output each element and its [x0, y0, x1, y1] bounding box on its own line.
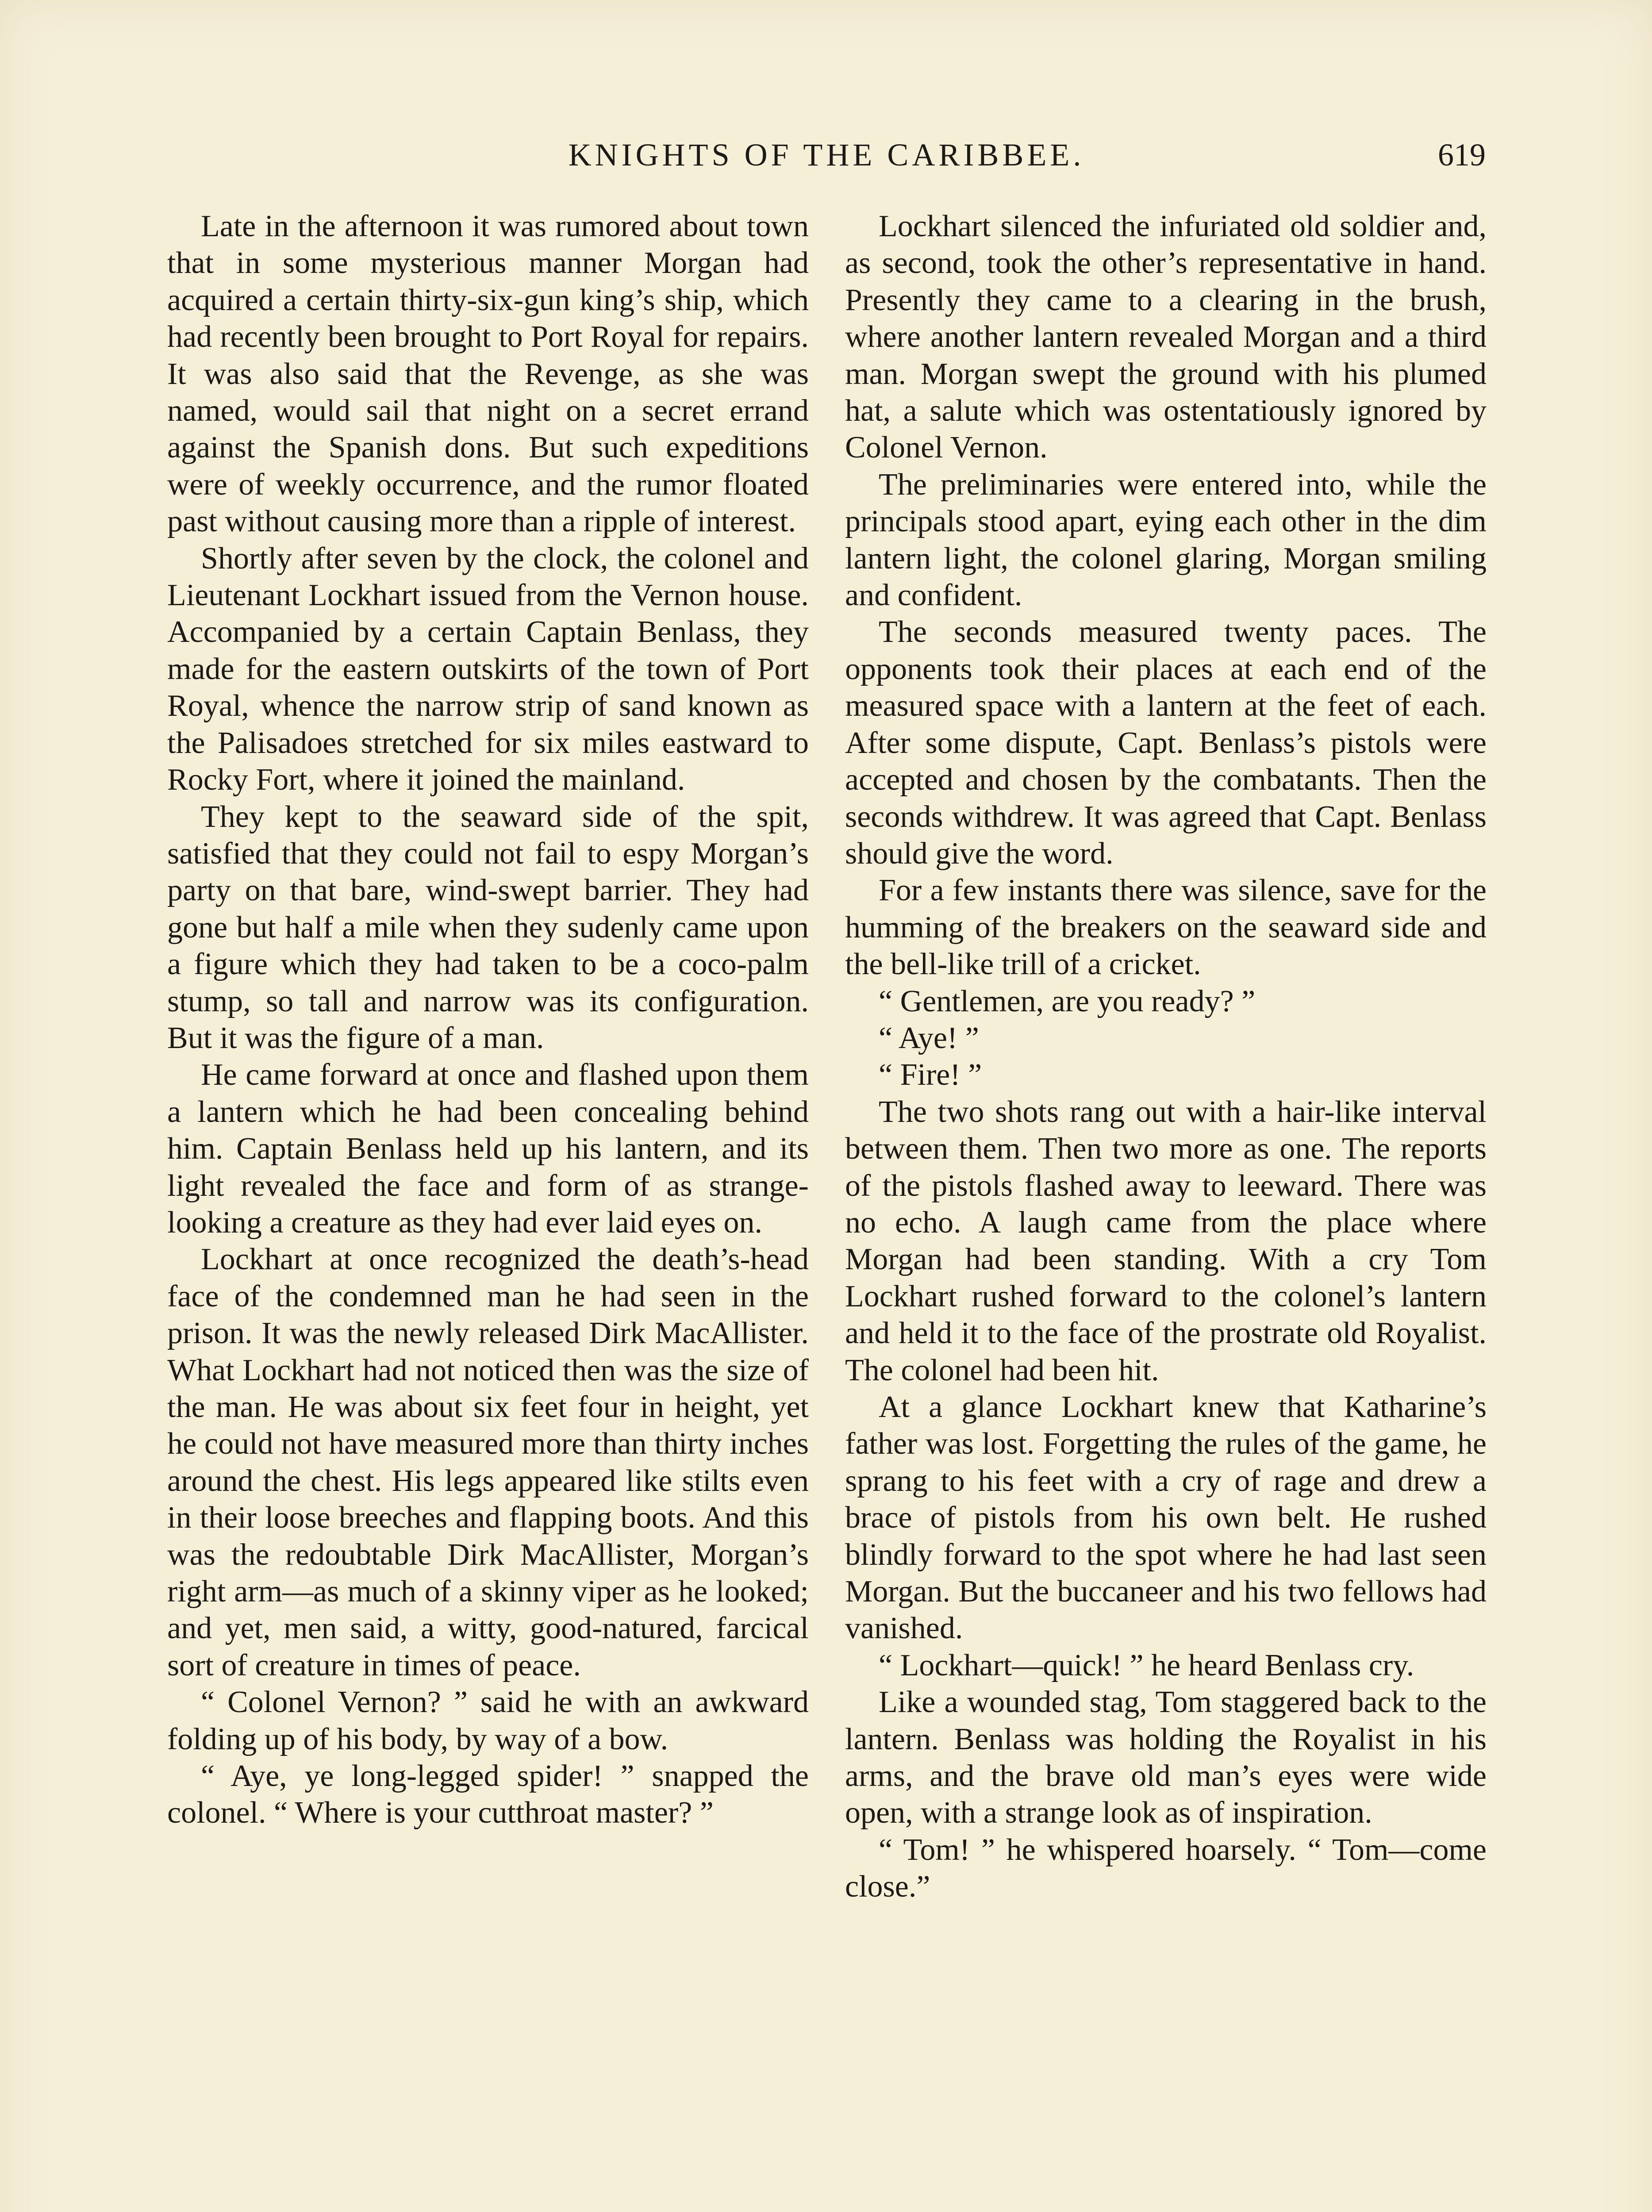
page-number: 619 [1438, 137, 1486, 173]
dialogue-line: “ Aye! ” [879, 1021, 979, 1055]
paragraph: Lockhart at once recognized the death’s-head face of the condemned man he had seen in the prison. It was the newly released Dirk MacAllister. What Lockhart had not noticed then was the size of the man. He was about six feet four in height, yet he could not have measured more than thirty inches around the chest. His legs appeared like stilts even in their loose breeches and flapping boots. And this was the redoubtable Dirk MacAllister, Morgan’s right arm—as much of a skinny viper as he looked; and yet, men said, a witty, good-natured, farcical sort of creature in times of peace. [167, 1242, 809, 1682]
dialogue-line: “ Fire! ” [879, 1058, 982, 1092]
paragraph: “ Colonel Vernon? ” said he with an awkward folding up of his body, by way of a bow. [167, 1685, 809, 1756]
paragraph: The seconds measured twenty paces. The opponents took their places at each end of the measured space with a lantern at the feet of each. After some dispute, Capt. Benlass’s pistols were accepted and chosen by the combatants. Then the seconds withdrew. It was agreed that Capt. Benlass should give the word. [845, 615, 1487, 871]
dialogue-line: “ Gentlemen, are you ready? ” [879, 984, 1256, 1018]
paragraph: The preliminaries were entered into, while the principals stood apart, eying each other in the dim lantern light, the colonel glaring, Morgan smiling and confident. [845, 467, 1487, 613]
paragraph: Like a wounded stag, Tom staggered back to the lantern. Benlass was holding the Royalist in his arms, and the brave old man’s eyes were wide open, with a strange look as of inspiration. [845, 1685, 1487, 1830]
paragraph: They kept to the seaward side of the spit, satisfied that they could not fail to espy Morgan’s party on that bare, wind-swept barrier. They had gone but half a mile when they sudenly came upon a figure which they had taken to be a coco-palm stump, so tall and narrow was its configuration. But it was the figure of a man. [167, 799, 809, 1055]
paragraph: “ Lockhart—quick! ” he heard Benlass cry. [879, 1648, 1414, 1682]
left-column [167, 208, 809, 1832]
paragraph: Lockhart silenced the infuriated old soldier and, as second, took the other’s representative in hand. Presently they came to a clearing in the brush, where another lantern revealed Morgan and a third man. Morgan swept the ground with his plumed hat, a salute which was ostentatiously ignored by Colonel Vernon. [845, 209, 1487, 465]
paragraph: Shortly after seven by the clock, the colonel and Lieutenant Lockhart issued from the Vernon house. Accompanied by a certain Captain Benlass, they made for the eastern outskirts of the town of Port Royal, whence the narrow strip of sand known as the Palisadoes stretched for six miles eastward to Rocky Fort, where it joined the mainland. [167, 541, 809, 797]
paragraph: For a few instants there was silence, save for the humming of the breakers on the seaward side and the bell-like trill of a cricket. [845, 873, 1487, 982]
paragraph: The two shots rang out with a hair-like interval between them. Then two more as one. The reports of the pistols flashed away to leeward. There was no echo. A laugh came from the place where Morgan had been standing. With a cry Tom Lockhart rushed forward to the colonel’s lantern and held it to the face of the prostrate old Royalist. The colonel had been hit. [845, 1094, 1487, 1387]
running-title: KNIGHTS OF THE CARIBBEE. [568, 137, 1085, 173]
paragraph: He came forward at once and flashed upon them a lantern which he had been concealing behind him. Captain Benlass held up his lantern, and its light revealed the face and form of as strange-looking a creature as they had ever laid eyes on. [167, 1058, 809, 1240]
right-column [845, 208, 1487, 1905]
paragraph: Late in the afternoon it was rumored about town that in some mysterious manner Morgan had acquired a certain thirty-six-gun king’s ship, which had recently been brought to Port Royal for repairs. It was also said that the Revenge, as she was named, would sail that night on a secret errand against the Spanish dons. But such expeditions were of weekly occurrence, and the rumor floated past without causing more than a ripple of interest. [167, 209, 809, 539]
paragraph: “ Aye, ye long-legged spider! ” snapped the colonel. “ Where is your cutthroat master? ” [167, 1759, 809, 1830]
paragraph: At a glance Lockhart knew that Katharine’s father was lost. Forgetting the rules of the game, he sprang to his feet with a cry of rage and drew a brace of pistols from his own belt. He rushed blindly forward to the spot where he had last seen Morgan. But the buccaneer and his two fellows had vanished. [845, 1390, 1487, 1646]
running-head [167, 131, 1486, 179]
paragraph: “ Tom! ” he whispered hoarsely. “ Tom—come close.” [845, 1832, 1487, 1904]
